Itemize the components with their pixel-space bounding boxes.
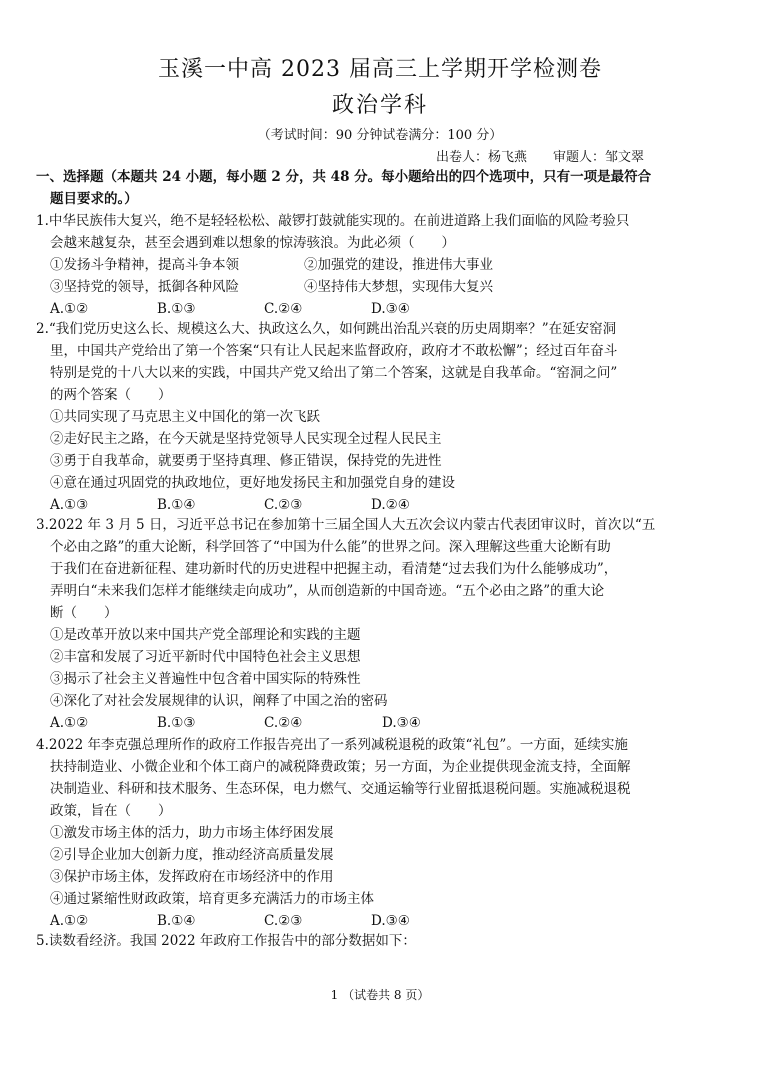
q3-stem-1: 3.2022 年 3 月 5 日，习近平总书记在参加第十三届全国人大五次会议内蒙古代表团审议时，首次以“五: [36, 517, 656, 533]
question-1: [36, 210, 726, 320]
q3-option-4: ④深化了对社会发展规律的认识，阐释了中国之治的密码: [50, 693, 388, 709]
question-4: [36, 734, 726, 932]
q3-choice-a: A.①②: [50, 715, 89, 731]
exam-subject: 政治学科: [331, 93, 428, 118]
q4-stem-2: 扶持制造业、小微企业和个体工商户的减税降费政策；另一方面，为企业提供现金流支持，全面解: [50, 759, 631, 775]
q4-stem-4: 政策，旨在（ ）: [50, 803, 172, 819]
q4-choice-c: C.②③: [264, 913, 303, 929]
q3-choices: [36, 712, 726, 734]
q3-choice-c: C.②④: [264, 715, 303, 731]
exam-authors: [436, 146, 644, 165]
exam-title: 玉溪一中高 2023 届高三上学期开学检测卷: [158, 57, 602, 82]
q3-stem-4: 弄明白“未来我们怎样才能继续走向成功”，从而创造新的中国奇迹。“五个必由之路”的重大论: [50, 583, 605, 599]
q2-option-4: ④意在通过巩固党的执政地位，更好地发扬民主和加强党自身的建设: [50, 475, 455, 491]
q4-option-2: ②引导企业加大创新力度，推动经济高质量发展: [50, 847, 334, 863]
q1-choice-d: D.③④: [371, 301, 410, 317]
question-3: [36, 514, 726, 734]
q5-stem-1: 5.读数看经济。我国 2022 年政府工作报告中的部分数据如下：: [36, 933, 416, 949]
q3-stem-3: 于我们在奋进新征程、建功新时代的历史进程中把握主动，看清楚“过去我们为什么能够成功”，: [50, 561, 618, 577]
q1-options-row-2: [36, 276, 726, 298]
q3-option-1: ①是改革开放以来中国共产党全部理论和实践的主题: [50, 627, 361, 643]
q2-stem-2: 里，中国共产党给出了第一个答案“只有让人民起来监督政府，政府才不敢松懈”；经过百年奋斗: [50, 343, 618, 359]
q2-choices: [36, 494, 726, 516]
q3-choice-b: B.①③: [157, 715, 196, 731]
q2-choice-a: A.①③: [50, 497, 89, 513]
q1-choices: [36, 298, 726, 320]
reviewer: 审题人：邹文翠: [553, 150, 645, 165]
q2-stem-1: 2.“我们党历史这么长、规模这么大、执政这么久，如何跳出治乱兴衰的历史周期率？”在延安窑洞: [36, 321, 617, 337]
author: 出卷人：杨飞燕: [436, 150, 528, 165]
section-heading-line-2: 题目要求的。）: [50, 191, 138, 207]
q2-option-1: ①共同实现了马克思主义中国化的第一次飞跃: [50, 409, 320, 425]
q1-option-1: ①发扬斗争精神，提高斗争本领: [50, 257, 239, 273]
q4-stem-3: 决制造业、科研和技术服务、生态环保，电力燃气、交通运输等行业留抵退税问题。实施减税退税: [50, 781, 631, 797]
q1-option-2: ②加强党的建设，推进伟大事业: [304, 257, 493, 273]
q4-choice-d: D.③④: [371, 913, 410, 929]
q3-option-3: ③揭示了社会主义普遍性中包含着中国实际的特殊性: [50, 671, 361, 687]
q3-choice-d: D.③④: [382, 715, 421, 731]
q2-stem-3: 特别是党的十八大以来的实践，中国共产党又给出了第二个答案，这就是自我革命。“窑洞之问”: [50, 365, 618, 381]
q3-stem-2: 个必由之路”的重大论断，科学回答了“中国为什么能”的世界之问。深入理解这些重大论断有助: [50, 539, 611, 555]
q2-choice-c: C.②③: [264, 497, 303, 513]
q4-choices: [36, 910, 726, 932]
q1-option-4: ④坚持伟大梦想，实现伟大复兴: [304, 279, 493, 295]
q2-choice-d: D.②④: [371, 497, 410, 513]
question-5: [36, 930, 726, 952]
q1-option-3: ③坚持党的领导，抵御各种风险: [50, 279, 239, 295]
q1-choice-b: B.①③: [157, 301, 196, 317]
q1-stem-1: 1.中华民族伟大复兴，绝不是轻轻松松、敲锣打鼓就能实现的。在前进道路上我们面临的风险考验只: [36, 213, 630, 229]
q4-choice-b: B.①④: [157, 913, 196, 929]
q4-choice-a: A.①②: [50, 913, 89, 929]
exam-info: （考试时间：90 分钟试卷满分：100 分）: [257, 128, 503, 143]
q4-stem-1: 4.2022 年李克强总理所作的政府工作报告亮出了一系列减税退税的政策“礼包”。一方面，延续实施: [36, 737, 628, 753]
question-2: [36, 318, 726, 516]
section-heading: [36, 166, 726, 210]
q2-stem-4: 的两个答案（ ）: [50, 387, 172, 403]
q4-option-3: ③保护市场主体，发挥政府在市场经济中的作用: [50, 869, 334, 885]
q4-option-1: ①激发市场主体的活力，助力市场主体纾困发展: [50, 825, 334, 841]
section-heading-line-1: 一、选择题（本题共 24 小题，每小题 2 分，共 48 分。每小题给出的四个选项中，只有一项是最符合: [36, 169, 652, 185]
q1-stem-2: 会越来越复杂，甚至会遇到难以想象的惊涛骇浪。为此必须（ ）: [50, 235, 455, 251]
q2-option-3: ③勇于自我革命，就要勇于坚持真理、修正错误，保持党的先进性: [50, 453, 442, 469]
q1-choice-c: C.②④: [264, 301, 303, 317]
q3-stem-5: 断（ ）: [50, 605, 118, 621]
q2-choice-b: B.①④: [157, 497, 196, 513]
q3-option-2: ②丰富和发展了习近平新时代中国特色社会主义思想: [50, 649, 361, 665]
page-footer: 1 （试卷共 8 页）: [330, 988, 430, 1002]
q1-choice-a: A.①②: [50, 301, 89, 317]
q4-option-4: ④通过紧缩性财政政策，培育更多充满活力的市场主体: [50, 891, 374, 907]
q2-option-2: ②走好民主之路，在今天就是坚持党领导人民实现全过程人民民主: [50, 431, 442, 447]
q1-options-row-1: [36, 254, 726, 276]
